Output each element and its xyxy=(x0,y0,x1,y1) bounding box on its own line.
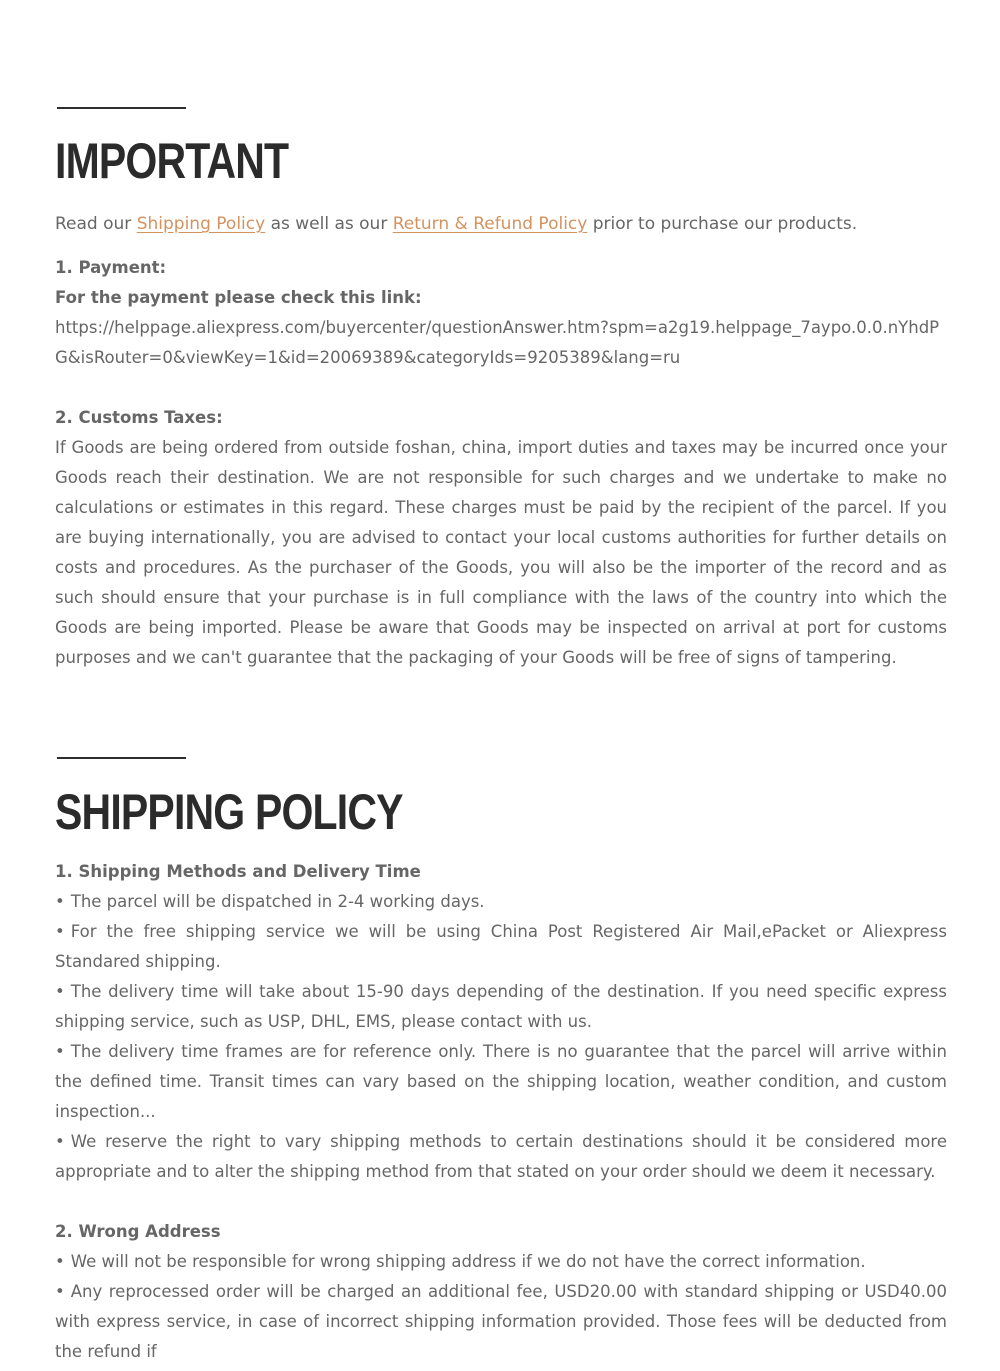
shipping-methods-heading: 1. Shipping Methods and Delivery Time xyxy=(55,862,421,881)
payment-subheading: For the payment please check this link: xyxy=(55,288,422,307)
wrong-address-heading: 2. Wrong Address xyxy=(55,1222,221,1241)
list-item xyxy=(55,1277,947,1367)
list-item xyxy=(55,1037,947,1127)
list-item-text: We reserve the right to vary shipping methods to certain destinations should it be considered more appropriate and to alter the shipping method from that stated on your order should we deem it necessary. xyxy=(55,1132,947,1181)
section-divider-shipping xyxy=(57,757,186,759)
intro-middle: as well as our xyxy=(265,214,393,234)
shipping-policy-title: SHIPPING POLICY xyxy=(55,784,403,840)
list-item xyxy=(55,887,947,917)
bullet-icon: • xyxy=(55,1282,65,1301)
important-title: IMPORTANT xyxy=(55,133,289,189)
policy-page xyxy=(55,0,947,1367)
section-divider-important xyxy=(57,107,186,109)
bullet-icon: • xyxy=(55,1042,65,1061)
payment-heading: 1. Payment: xyxy=(55,258,167,277)
list-item-text: Any reprocessed order will be charged an additional fee, USD20.00 with standard shipping or USD40.00 with express service, in case of incorrect shipping information provided. Those fees will be deducted from the refund if xyxy=(55,1282,947,1361)
bullet-icon: • xyxy=(55,892,65,911)
intro-suffix: prior to purchase our products. xyxy=(587,214,858,234)
shipping-policy-link[interactable]: Shipping Policy xyxy=(136,214,266,234)
customs-heading: 2. Customs Taxes: xyxy=(55,408,223,427)
spacer xyxy=(55,373,947,403)
return-refund-policy-link[interactable]: Return & Refund Policy xyxy=(392,214,588,234)
intro-prefix: Read our xyxy=(55,214,137,234)
bullet-icon: • xyxy=(55,1252,65,1271)
list-item xyxy=(55,917,947,977)
spacer xyxy=(55,1187,947,1217)
list-item-text: The delivery time will take about 15-90 days depending of the destination. If you need specific express shipping service, such as USP, DHL, EMS, please contact with us. xyxy=(55,982,947,1031)
payment-url: https://helppage.aliexpress.com/buyercenter/questionAnswer.htm?spm=a2g19.helppage_7aypo.0.0.nYhdPG&isRouter=0&viewKey=1&id=20069389&categoryIds=9205389&lang=ru xyxy=(55,318,940,367)
list-item-text: The delivery time frames are for reference only. There is no guarantee that the parcel will arrive within the defined time. Transit times can vary based on the shipping location, weather condition, and custom inspection... xyxy=(55,1042,947,1121)
list-item xyxy=(55,1127,947,1187)
list-item-text: For the free shipping service we will be using China Post Registered Air Mail,ePacket or Aliexpress Standared shipping. xyxy=(55,922,947,971)
list-item-text: We will not be responsible for wrong shipping address if we do not have the correct information. xyxy=(70,1252,866,1271)
list-item xyxy=(55,977,947,1037)
bullet-icon: • xyxy=(55,982,65,1001)
customs-text: If Goods are being ordered from outside foshan, china, import duties and taxes may be incurred once your Goods reach their destination. We are not responsible for such charges and we undertake to make no calculations or estimates in this regard. These charges must be paid by the recipient of the parcel. If you are buying internationally, you are advised to contact your local customs authorities for further details on costs and procedures. As the purchaser of the Goods, you will also be the importer of the record and as such should ensure that your purchase is in full compliance with the laws of the country into which the Goods are being imported. Please be aware that Goods may be inspected on arrival at port for customs purposes and we can't guarantee that the packaging of your Goods will be free of signs of tampering. xyxy=(55,438,947,667)
intro-paragraph xyxy=(55,209,947,239)
bullet-icon: • xyxy=(55,1132,65,1151)
list-item xyxy=(55,1247,947,1277)
bullet-icon: • xyxy=(55,922,65,941)
list-item-text: The parcel will be dispatched in 2-4 working days. xyxy=(70,892,485,911)
